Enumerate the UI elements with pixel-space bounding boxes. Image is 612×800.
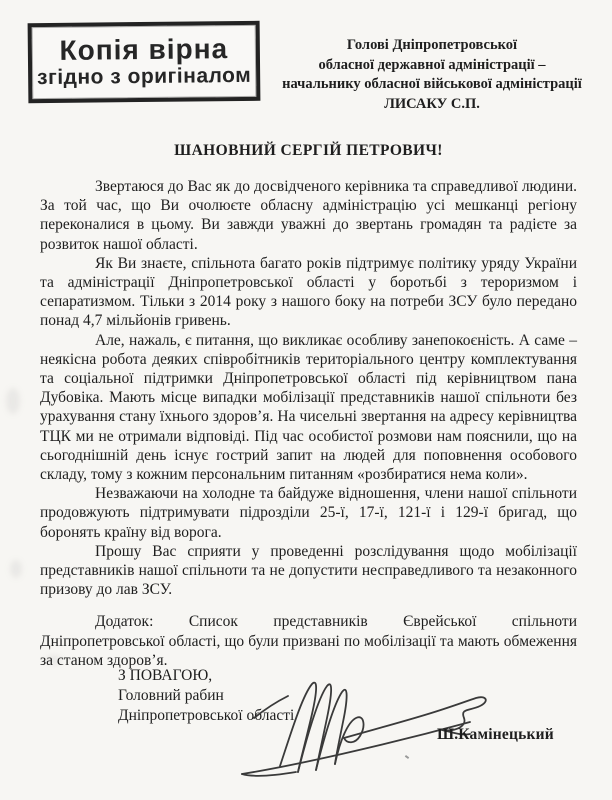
stamp-text-line1: Копія вірна [59,33,229,66]
addressee-line: Голові Дніпропетровської [346,37,518,53]
addressee-block [262,36,602,114]
letter-body [40,142,577,670]
salutation: ШАНОВНИЙ СЕРГІЙ ПЕТРОВИЧ! [174,142,443,159]
addressee-name: ЛИСАКУ С.П. [384,95,480,112]
closing-region: Дніпропетровської області [118,707,295,724]
paragraph-4: Незважаючи на холодне та байдуже відношення, члени нашої спільноти продовжують підтримувати підрозділи 25-ї, 17-ї, 121-ї і 129-ї бригад, що боронять країну від ворога. [40,485,577,541]
paragraph-5: Прошу Вас сприяти у проведенні розслідування щодо мобілізації представників нашої спільноти та не допустити несправедливого та незаконного призову до лав ЗСУ. [40,542,577,599]
closing-title: Головний рабин [118,687,224,704]
paragraph-2: Як Ви знаєте, спільнота багато років підтримує політику уряду України та адміністрації Дніпропетровської області у боротьбі з тероризмом і сепаратизмом. Тільки з 2014 року з нашого боку на потреби ЗСУ було передано понад 4,7 мільйонів гривень. [40,254,577,330]
copy-certified-stamp [28,21,261,103]
paragraph-1: Звертаюся до Вас як до досвідченого керівника та справедливої людини. За той час, що Ви очолюєте обласну адміністрацію усі мешканці регіону переконалися в цьому. Ви завжди уважні до звертань громадян та радієте за розвиток нашої області. [40,178,577,253]
addressee-line: начальнику обласної військової адміністрації [282,76,582,92]
scan-smudge [10,560,22,578]
scan-smudge [6,388,20,414]
paragraph-3: Але, нажаль, є питання, що викликає особливу занепокоєність. А саме – неякісна робота деяких співробітників територіального центру комплектування та соціальної підтримки Дніпропетровської області під керівництвом пана Дубовіка. Мають місце випадки мобілізації представників нашої спільноти без урахування стану їхнього здоров’я. На чисельні звертання на адресу керівництва ТЦК ми не отримали відповіді. Під час особистої розмови нам пояснили, що на сьогоднішній день існує гострий запит на людей для поповнення особового складу, тому з кожним персональним питанням «розбиратися нема коли». [40,331,577,484]
addressee-line: обласної державної адміністрації – [318,56,546,73]
closing-regards: З ПОВАГОЮ, [118,667,213,684]
signer-name: Ш.Камінецький [437,726,554,743]
stamp-text-line2: згідно з оригіналом [36,63,252,90]
attachment-note: Додаток: Список представників Єврейської спільноти Дніпропетровської області, що були призвані по мобілізації та мають обмеження за станом здоров’я. [40,613,577,669]
